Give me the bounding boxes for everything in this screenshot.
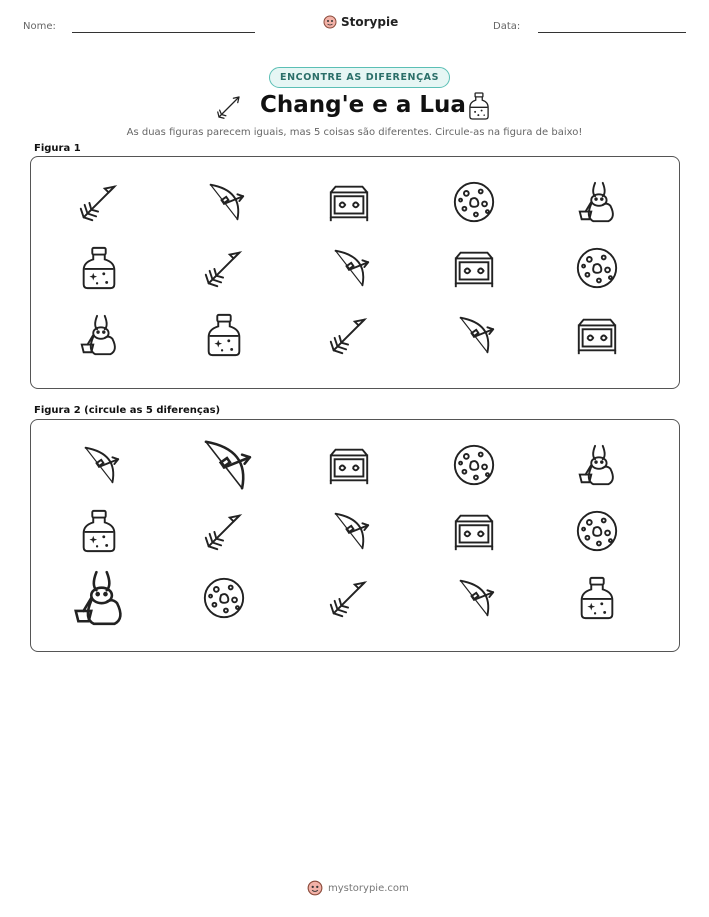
moon-icon [574, 508, 620, 554]
figure-1-cell-r3-c1 [76, 312, 122, 358]
storypie-logo-icon [323, 15, 337, 29]
bow-icon [326, 508, 372, 554]
figure-1-cell-r3-c5 [574, 312, 620, 358]
figure-2-cell-r2-c2[interactable] [201, 508, 247, 554]
figure-2-label: Figura 2 (circule as 5 diferenças) [34, 405, 221, 416]
potion-icon [574, 575, 620, 621]
chest-icon [451, 245, 497, 291]
name-label: Nome: [23, 21, 56, 32]
figure-2-cell-r3-c3[interactable] [326, 575, 372, 621]
moon-icon [451, 442, 497, 488]
bow-icon [193, 434, 255, 496]
page-title: Chang'e e a Lua [260, 92, 466, 118]
moon-icon [201, 575, 247, 621]
figure-2-cell-r1-c5[interactable] [574, 442, 620, 488]
rabbit-icon [574, 442, 620, 488]
potion-icon [201, 312, 247, 358]
figure-1-panel [30, 156, 680, 389]
bow-icon [201, 179, 247, 225]
figure-1-cell-r2-c1 [76, 245, 122, 291]
arrow-icon [201, 508, 247, 554]
rabbit-icon [68, 567, 130, 629]
arrow-icon [201, 245, 247, 291]
instructions: As duas figuras parecem iguais, mas 5 coisas são diferentes. Circule-as na figura de baixo! [126, 127, 583, 138]
figure-1-cell-r1-c3 [326, 179, 372, 225]
figure-2-cell-r3-c1[interactable] [68, 567, 130, 629]
figure-2-cell-r2-c5[interactable] [574, 508, 620, 554]
moon-icon [574, 245, 620, 291]
brand-name: Storypie [341, 15, 399, 29]
storypie-logo-icon [307, 880, 323, 896]
figure-1-cell-r2-c3 [326, 245, 372, 291]
arrow-icon [326, 312, 372, 358]
arrow-icon [76, 179, 122, 225]
figure-1-cell-r3-c2 [201, 312, 247, 358]
figure-2-cell-r2-c1[interactable] [76, 508, 122, 554]
chest-icon [326, 179, 372, 225]
chest-icon [574, 312, 620, 358]
figure-1-label: Figura 1 [34, 143, 81, 154]
figure-2-cell-r3-c4[interactable] [451, 575, 497, 621]
figure-2-cell-r2-c4[interactable] [451, 508, 497, 554]
bow-icon [76, 442, 122, 488]
arrow-icon [326, 575, 372, 621]
figure-2-cell-r1-c4[interactable] [451, 442, 497, 488]
bow-icon [326, 245, 372, 291]
moon-icon [451, 179, 497, 225]
potion-icon [76, 245, 122, 291]
chest-icon [326, 442, 372, 488]
figure-2-cell-r1-c1[interactable] [76, 442, 122, 488]
figure-1-cell-r2-c2 [201, 245, 247, 291]
arrow-icon [213, 92, 245, 122]
figure-1-cell-r1-c5 [574, 179, 620, 225]
date-field-line[interactable] [538, 32, 686, 33]
footer-url: mystorypie.com [328, 882, 409, 894]
bow-icon [451, 312, 497, 358]
figure-1-cell-r2-c5 [574, 245, 620, 291]
activity-pill: ENCONTRE AS DIFERENÇAS [269, 67, 450, 88]
figure-1-cell-r1-c1 [76, 179, 122, 225]
figure-2-cell-r1-c2[interactable] [193, 434, 255, 496]
figure-1-cell-r1-c2 [201, 179, 247, 225]
figure-2-cell-r2-c3[interactable] [326, 508, 372, 554]
figure-1-cell-r2-c4 [451, 245, 497, 291]
chest-icon [451, 508, 497, 554]
brand-logo [323, 15, 398, 29]
figure-2-cell-r3-c5[interactable] [574, 575, 620, 621]
figure-1-cell-r3-c4 [451, 312, 497, 358]
rabbit-icon [76, 312, 122, 358]
figure-1-cell-r3-c3 [326, 312, 372, 358]
figure-1-cell-r1-c4 [451, 179, 497, 225]
figure-2-cell-r3-c2[interactable] [201, 575, 247, 621]
footer [307, 880, 409, 896]
figure-2-panel[interactable] [30, 419, 680, 652]
rabbit-icon [574, 179, 620, 225]
bow-icon [451, 575, 497, 621]
potion-icon [76, 508, 122, 554]
potion-bottle-icon [466, 90, 492, 122]
date-label: Data: [493, 21, 521, 32]
figure-2-cell-r1-c3[interactable] [326, 442, 372, 488]
name-field-line[interactable] [72, 32, 255, 33]
